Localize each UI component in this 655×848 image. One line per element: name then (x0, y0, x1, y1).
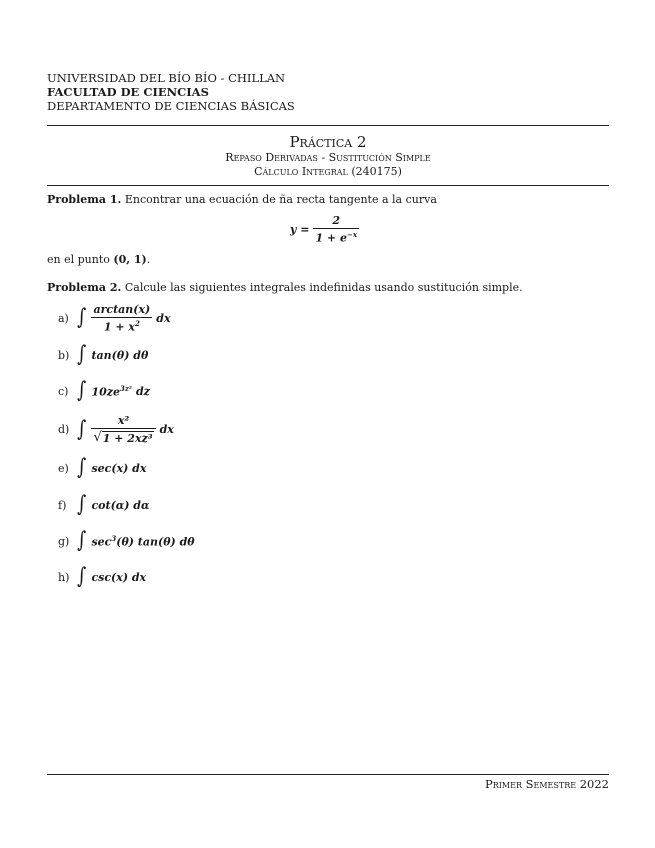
denominator-base: 1 + e (315, 231, 347, 245)
integrand-exponent: 3z² (120, 383, 132, 393)
integral-h (58, 566, 146, 588)
integrand-exponent: 3 (111, 533, 117, 543)
top-rule (47, 125, 609, 126)
problem-1-statement (47, 193, 437, 206)
integral-sign-icon: ∫ (77, 378, 87, 403)
radical-icon: √ (93, 430, 102, 445)
fraction-bar (91, 317, 152, 318)
item-label: d) (58, 423, 70, 436)
integrand: tan(θ) dθ (91, 348, 149, 362)
problem-1-equation (290, 214, 359, 245)
integral-sign-icon: ∫ (77, 342, 87, 367)
integrand-fraction (91, 303, 152, 334)
integrand-denominator (102, 319, 142, 334)
integral-c (58, 380, 150, 402)
footer-semester: Primer Semestre 2022 (485, 777, 609, 791)
integral-e (58, 457, 146, 479)
differential: dx (159, 423, 174, 436)
problem-2-label: Problema 2. (47, 281, 122, 294)
integral-sign-icon: ∫ (77, 416, 87, 442)
integral-a (58, 303, 171, 334)
department-name: DEPARTAMENTO DE CIENCIAS BÁSICAS (47, 99, 295, 113)
practice-title: Práctica 2 (289, 133, 367, 151)
integral-sign-icon: ∫ (77, 564, 87, 589)
integral-f (58, 494, 149, 516)
item-label: c) (58, 384, 69, 398)
point-end: . (146, 253, 151, 266)
equation-lhs: y = (290, 222, 310, 236)
item-label: a) (58, 311, 69, 325)
integrand: sec(x) dx (91, 461, 147, 475)
problem-1-label: Problema 1. (47, 193, 122, 206)
university-name: UNIVERSIDAD DEL BÍO BÍO - CHILLAN (47, 71, 286, 85)
differential: dx (156, 311, 171, 325)
denominator-base: 1 + x (103, 320, 135, 334)
square-root (91, 430, 155, 445)
problem-1-text: Encontrar una ecuación de ña recta tangente a la curva (124, 193, 437, 206)
course-name: Cálculo Integral (240175) (254, 165, 402, 178)
problem-2-statement (47, 281, 523, 294)
integrand-numerator: arctan(x) (93, 303, 151, 316)
denominator-exponent: 2 (134, 319, 140, 328)
point-value: (0, 1) (113, 253, 147, 266)
item-label: e) (58, 461, 69, 475)
equation-fraction (313, 214, 359, 245)
integrand (91, 534, 194, 549)
integrand (91, 384, 131, 399)
equation-denominator (313, 230, 359, 245)
problem-2-text: Calcule las siguientes integrales indefinidas usando sustitución simple. (124, 281, 523, 294)
practice-subtitle: Repaso Derivadas - Sustitución Simple (225, 151, 431, 164)
integral-d (58, 414, 174, 445)
point-text: en el punto (47, 253, 110, 266)
integrand-base: 10ze (91, 385, 121, 399)
integral-sign-icon: ∫ (77, 492, 87, 517)
item-label: g) (58, 534, 70, 548)
item-label: f) (58, 498, 67, 512)
integral-sign-icon: ∫ (77, 455, 87, 480)
denominator-exponent: −x (346, 230, 358, 239)
integral-sign-icon: ∫ (77, 528, 87, 553)
fraction-bar (91, 428, 155, 429)
integral-sign-icon: ∫ (77, 305, 87, 331)
integrand-fraction (91, 414, 155, 445)
integrand-numerator: x² (117, 414, 130, 427)
integrand: csc(x) dx (91, 570, 147, 584)
problem-1-point (47, 253, 150, 266)
equation-numerator: 2 (332, 214, 341, 227)
integrand-rest: (θ) tan(θ) dθ (116, 535, 195, 549)
item-label: h) (58, 570, 70, 584)
footer-rule (47, 774, 609, 775)
integral-g (58, 530, 195, 552)
integral-b (58, 344, 148, 366)
item-label: b) (58, 348, 70, 362)
fraction-bar (313, 228, 359, 229)
integrand: cot(α) dα (91, 498, 150, 512)
integrand-func: sec (91, 535, 112, 549)
radicand: 1 + 2xz³ (102, 432, 153, 445)
differential: dz (135, 384, 150, 398)
faculty-name: FACULTAD DE CIENCIAS (47, 85, 209, 99)
title-bottom-rule (47, 185, 609, 186)
